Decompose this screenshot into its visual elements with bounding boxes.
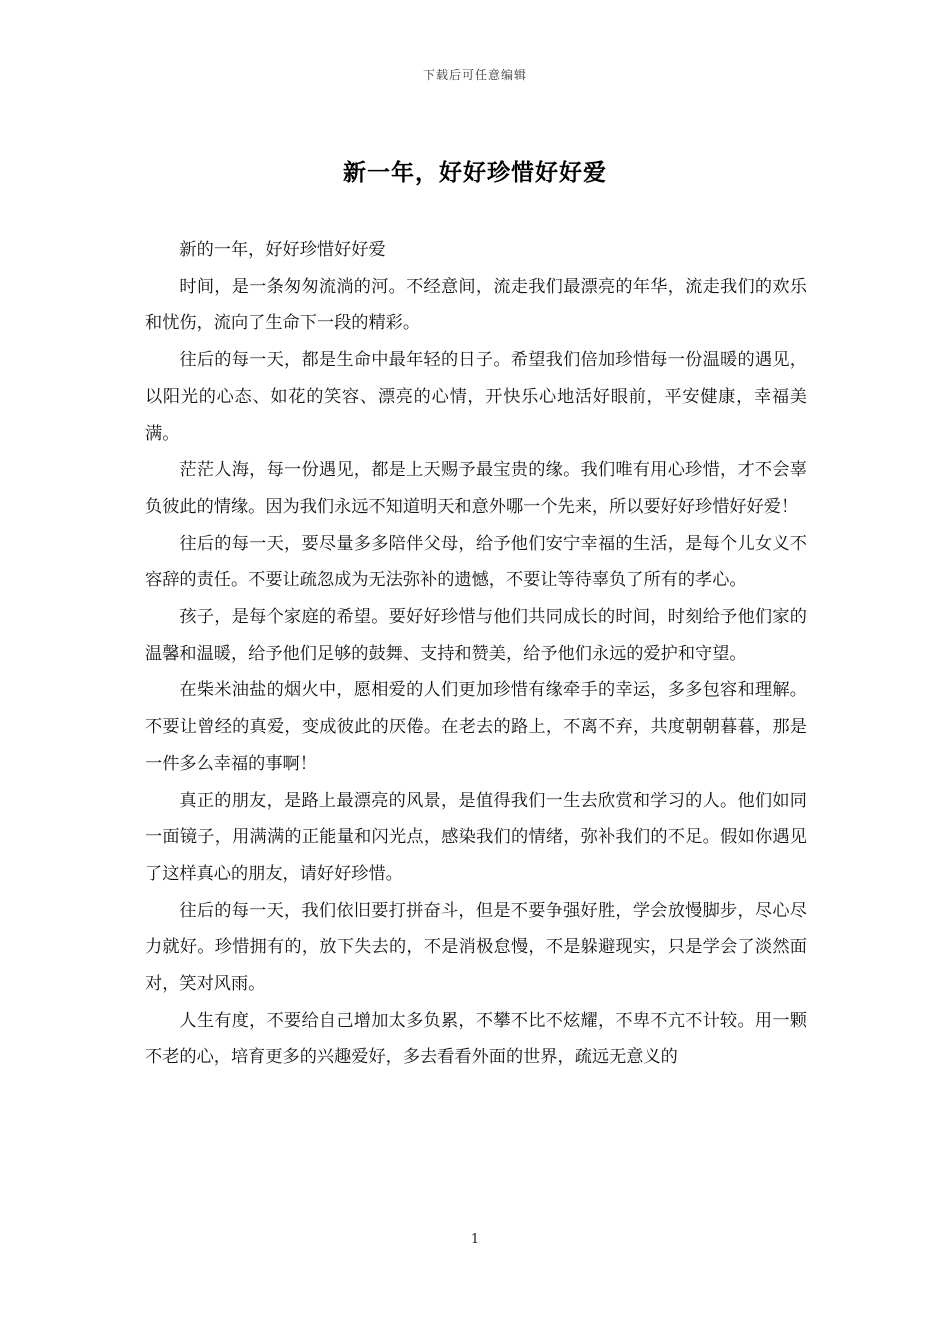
paragraph: 往后的每一天，要尽量多多陪伴父母，给予他们安宁幸福的生活，是每个儿女义不容辞的责任。不要让疏忽成为无法弥补的遗憾，不要让等待辜负了所有的孝心。 [145,533,807,591]
header-note: 下载后可任意编辑 [422,68,527,82]
document-body [145,232,807,1076]
paragraph: 孩子，是每个家庭的希望。要好好珍惜与他们共同成长的时间，时刻给予他们家的温馨和温暖，给予他们足够的鼓舞、支持和赞美，给予他们永远的爱护和守望。 [145,607,807,664]
paragraph: 新的一年，好好珍惜好好爱 [179,240,386,260]
paragraph: 真正的朋友，是路上最漂亮的风景，是值得我们一生去欣赏和学习的人。他们如同一面镜子，用满满的正能量和闪光点，感染我们的情绪，弥补我们的不足。假如你遇见了这样真心的朋友，请好好珍惜。 [145,790,807,884]
paragraph: 在柴米油盐的烟火中，愿相爱的人们更加珍惜有缘牵手的幸运，多多包容和理解。不要让曾经的真爱，变成彼此的厌倦。在老去的路上，不离不弃，共度朝朝暮暮，那是一件多么幸福的事啊！ [145,680,807,774]
paragraph: 时间，是一条匆匆流淌的河。不经意间，流走我们最漂亮的年华，流走我们的欢乐和忧伤，流向了生命下一段的精彩。 [145,276,807,334]
paragraph: 往后的每一天，我们依旧要打拼奋斗，但是不要争强好胜，学会放慢脚步，尽心尽力就好。珍惜拥有的，放下失去的，不是消极怠慢，不是躲避现实，只是学会了淡然面对，笑对风雨。 [145,900,807,995]
paragraph: 茫茫人海，每一份遇见，都是上天赐予最宝贵的缘。我们唯有用心珍惜，才不会辜负彼此的情缘。因为我们永远不知道明天和意外哪一个先来，所以要好好珍惜好好爱！ [145,460,807,517]
paragraph: 人生有度，不要给自己增加太多负累，不攀不比不炫耀，不卑不亢不计较。用一颗不老的心，培育更多的兴趣爱好，多去看看外面的世界，疏远无意义的 [145,1010,807,1068]
document-title: 新一年，好好珍惜好好爱 [343,159,607,186]
paragraph: 往后的每一天，都是生命中最年轻的日子。希望我们倍加珍惜每一份温暖的遇见，以阳光的心态、如花的笑容、漂亮的心情，开快乐心地活好眼前，平安健康，幸福美满。 [145,350,807,444]
page-number: 1 [470,1232,480,1247]
